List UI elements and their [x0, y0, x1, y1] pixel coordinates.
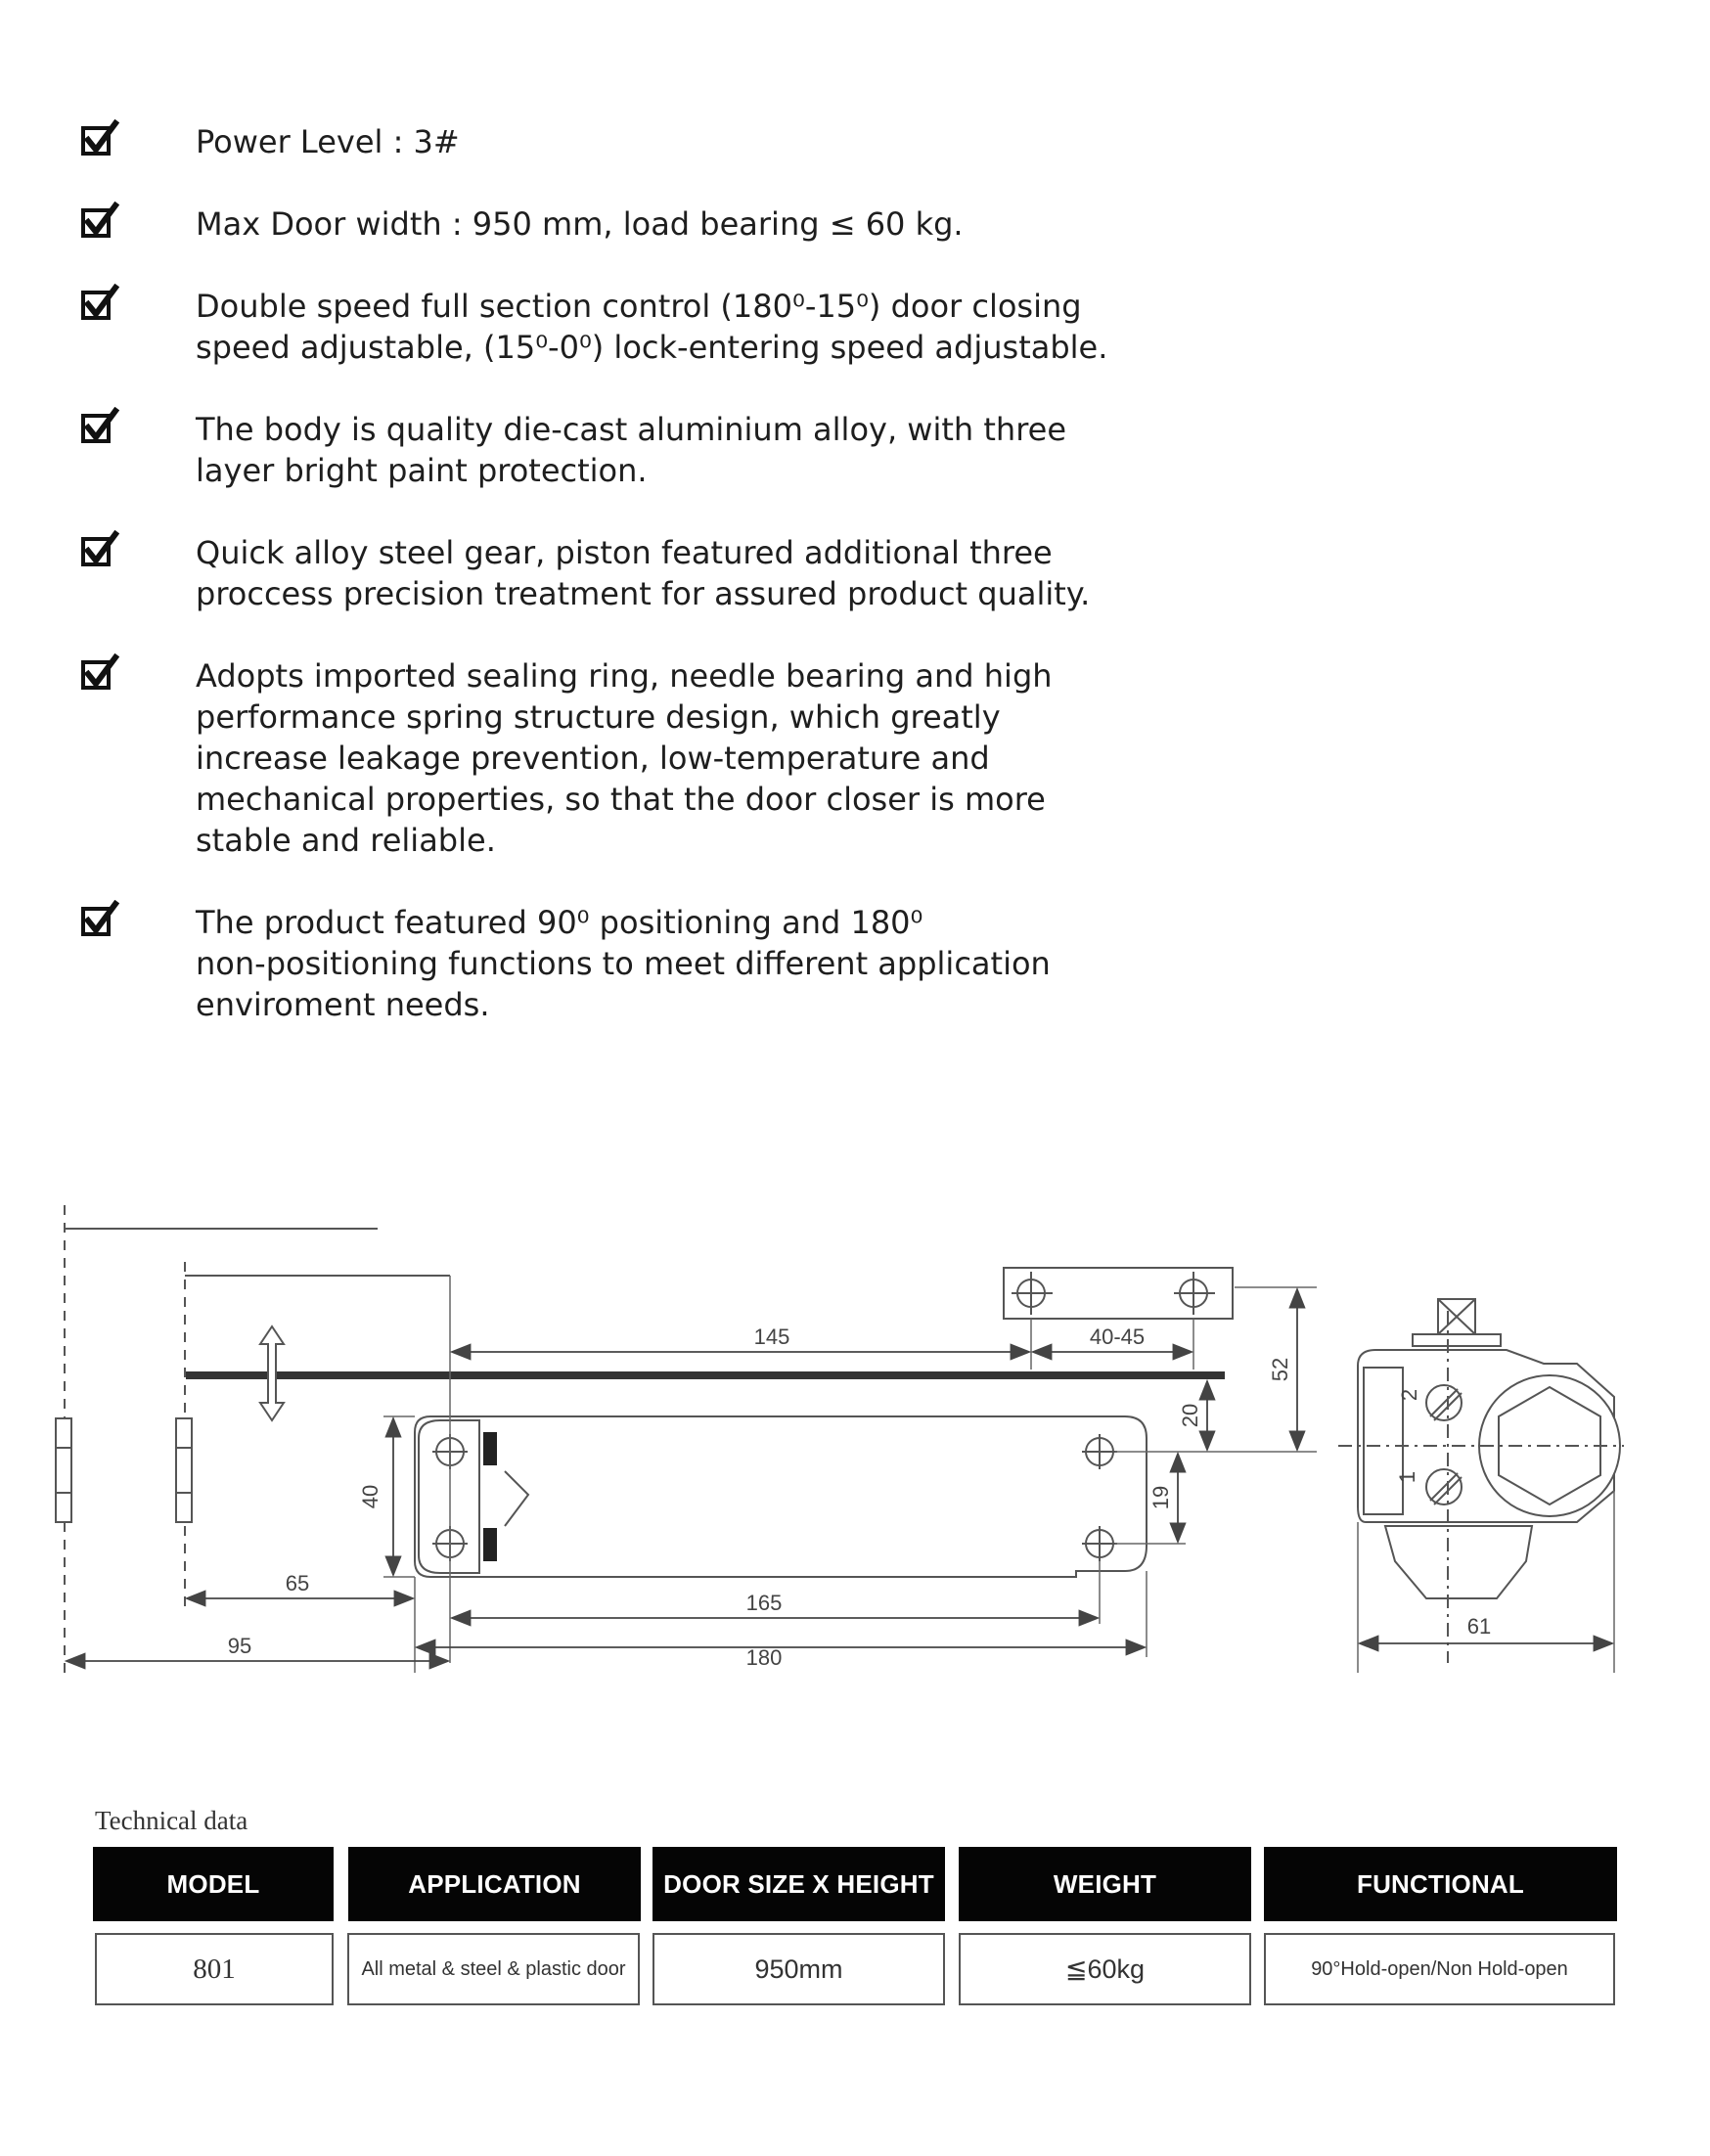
- valve-block: [483, 1432, 497, 1465]
- header-functional: FUNCTIONAL: [1264, 1847, 1617, 1921]
- valve-block: [483, 1528, 497, 1561]
- check-box-icon: [80, 653, 119, 693]
- arm-bracket: [1004, 1268, 1233, 1319]
- check-box-icon: [80, 202, 119, 241]
- feature-line: Quick alloy steel gear, piston featured additional three: [196, 534, 1053, 571]
- feature-line: stable and reliable.: [196, 822, 496, 859]
- check-box-icon: [80, 284, 119, 323]
- feature-line: Power Level : 3#: [196, 123, 460, 160]
- check-box-icon: [80, 119, 119, 158]
- feature-line: Double speed full section control (180⁰-15⁰) door closing: [196, 288, 1082, 325]
- check-box-icon: [80, 530, 119, 569]
- feature-line: Max Door width : 950 mm, load bearing ≤ 60 kg.: [196, 205, 964, 243]
- header-door-size: DOOR SIZE X HEIGHT: [652, 1847, 945, 1921]
- dim-label-180: 180: [745, 1645, 783, 1670]
- closer-side-view: [1338, 1299, 1624, 1663]
- dim-label-20: 20: [1178, 1403, 1202, 1428]
- feature-line: performance spring structure design, which greatly: [196, 698, 1001, 736]
- header-application: APPLICATION: [348, 1847, 641, 1921]
- feature-text: [196, 902, 1115, 1025]
- feature-line: Adopts imported sealing ring, needle bearing and high: [196, 657, 1053, 695]
- feature-line: increase leakage prevention, low-temperature and: [196, 740, 990, 777]
- header-weight: WEIGHT: [959, 1847, 1251, 1921]
- feature-line: The product featured 90⁰ positioning and 180⁰: [196, 904, 923, 941]
- check-box-icon: [80, 407, 119, 446]
- door-closer-diagram: [0, 1174, 1710, 1702]
- cell-door-size: 950mm: [652, 1933, 945, 2005]
- dim-label-65: 65: [285, 1571, 310, 1595]
- feature-line: enviroment needs.: [196, 986, 490, 1023]
- check-box-icon: [80, 900, 119, 939]
- dim-label-145: 145: [753, 1325, 790, 1349]
- dim-label-95: 95: [227, 1634, 252, 1658]
- feature-text: [196, 121, 1115, 162]
- dim-label-40: 40: [358, 1484, 382, 1509]
- cell-application: All metal & steel & plastic door: [347, 1933, 640, 2005]
- feature-line: proccess precision treatment for assured product quality.: [196, 575, 1091, 612]
- feature-line: non-positioning functions to meet different application: [196, 945, 1051, 982]
- dim-label-61: 61: [1466, 1614, 1492, 1639]
- dim-label-40-45: 40-45: [1089, 1325, 1146, 1349]
- feature-line: mechanical properties, so that the door closer is more: [196, 781, 1046, 818]
- dim-label-52: 52: [1268, 1357, 1292, 1382]
- feature-text: [196, 286, 1115, 368]
- feature-line: The body is quality die-cast aluminium alloy, with three: [196, 411, 1067, 448]
- feature-text: [196, 655, 1115, 861]
- cell-model: 801: [95, 1933, 334, 2005]
- closer-body: [415, 1416, 1147, 1577]
- feature-text: [196, 532, 1115, 614]
- dim-label-19: 19: [1148, 1485, 1173, 1510]
- feature-line: speed adjustable, (15⁰-0⁰) lock-entering speed adjustable.: [196, 329, 1108, 366]
- header-model: MODEL: [93, 1847, 334, 1921]
- cell-weight: ≦60kg: [959, 1933, 1251, 2005]
- hinge-left: [56, 1418, 192, 1522]
- technical-data-title: Technical data: [95, 1806, 248, 1835]
- valve-label-1: 1: [1395, 1470, 1419, 1484]
- technical-drawing: [0, 1174, 1710, 1702]
- dim-label-165: 165: [745, 1591, 783, 1615]
- feature-text: [196, 203, 1115, 245]
- valve-label-2: 2: [1397, 1388, 1421, 1402]
- feature-text: [196, 409, 1115, 491]
- feature-line: layer bright paint protection.: [196, 452, 648, 489]
- cell-functional: 90°Hold-open/Non Hold-open: [1264, 1933, 1615, 2005]
